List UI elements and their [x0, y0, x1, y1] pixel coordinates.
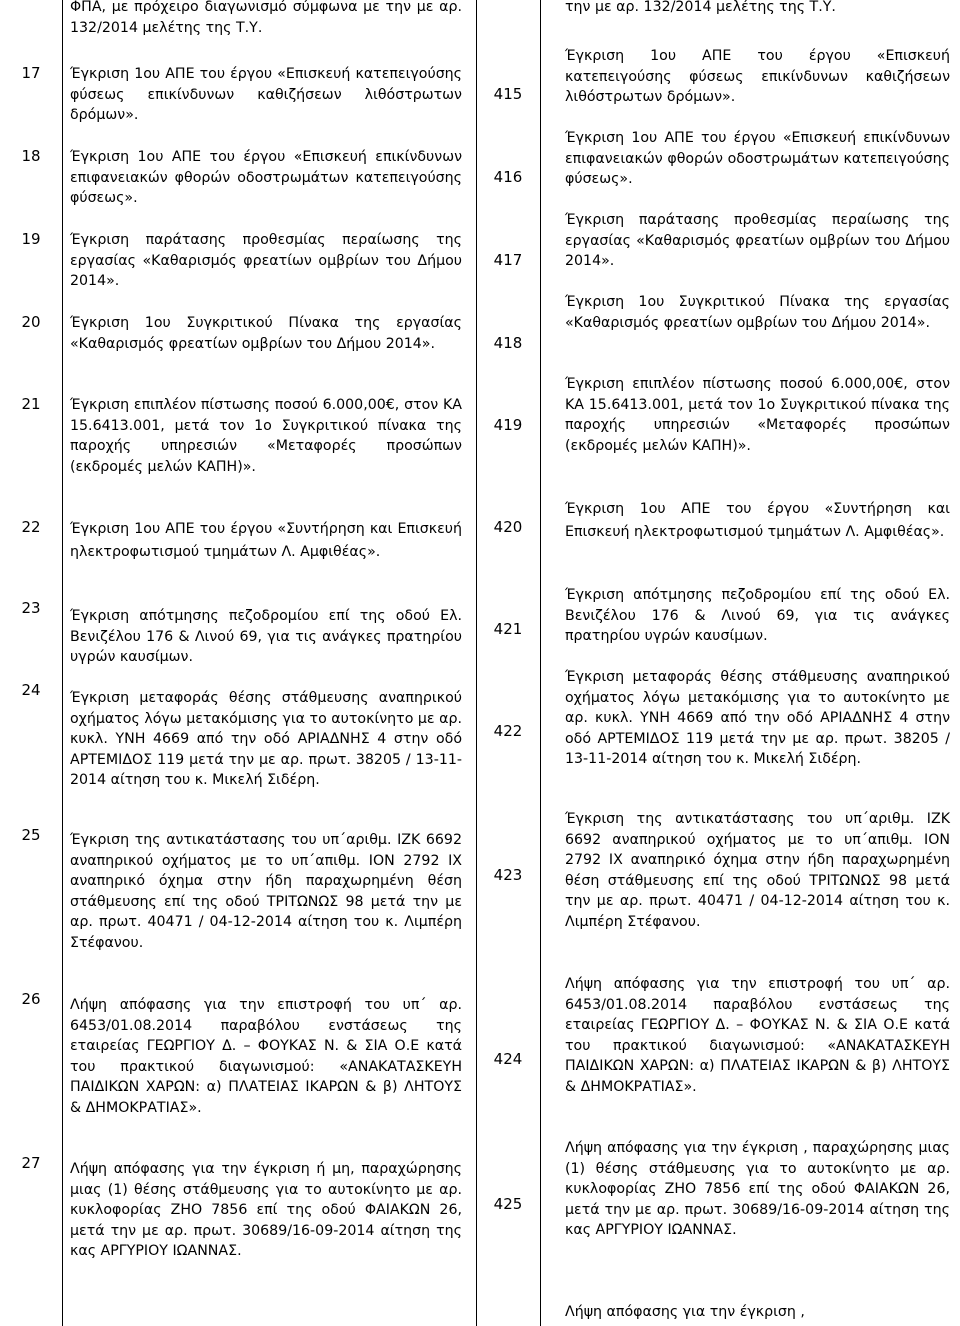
decision-text: Έγκριση επιπλέον πίστωσης ποσού 6.000,00€, στον ΚΑ 15.6413.001, μετά τον 1ο Συγκριτικού πίνακα της παροχής υπηρεσιών «Μεταφορές προσώπων (εκδρομές μελών ΚΑΠΗ)».: [565, 376, 950, 454]
column-divider-1: [62, 0, 63, 1326]
decision-text: Λήψη απόφασης για την έγκριση , παραχώρησης μιας (1) θέσης στάθμευσης για το αυτοκίνητο με αρ. κυκλοφορίας ΖΗΟ 7856 επί της οδού ΦΑΙΑΚΩΝ 26, μετά την με αρ. πρωτ. 30689/16-09-2014 αίτηση της κας ΑΡΓΥΡΙΟΥ ΙΩΑΝΝΑΣ.: [565, 1140, 950, 1238]
agenda-text: Έγκριση μεταφοράς θέσης στάθμευσης αναπηρικού οχήματος λόγω μετακόμισης για το αυτοκίνητο με αρ. κυκλ. ΥΝΗ 4669 από την οδό ΑΡΙΑΔΝΗΣ 4 στην οδό ΑΡΤΕΜΙΔΟΣ 119 μετά την με αρ. πρωτ. 38205 / 13-11-2014 αίτηση του κ. Μικελή Σιδέρη.: [70, 690, 462, 788]
protocol-number: 417: [493, 251, 523, 269]
protocol-number: 420: [493, 518, 523, 536]
protocol-number: 418: [493, 334, 523, 352]
agenda-text: Λήψη απόφασης για την έγκριση ή μη, παραχώρησης μιας (1) θέσης στάθμευσης για το αυτοκίνητο με αρ. κυκλοφορίας ΖΗΟ 7856 επί της οδού ΦΑΙΑΚΩΝ 26, μετά την με αρ. πρωτ. 30689/16-09-2014 αίτηση της κας ΑΡΓΥΡΙΟΥ ΙΩΑΝΝΑΣ.: [70, 1161, 462, 1259]
item-number: 20: [21, 313, 41, 331]
agenda-text: Έγκριση 1ου Συγκριτικού Πίνακα της εργασίας «Καθαρισμός φρεατίων ομβρίων του Δήμου 2014».: [70, 315, 462, 352]
agenda-text: Έγκριση επιπλέον πίστωσης ποσού 6.000,00€, στον ΚΑ 15.6413.001, μετά τον 1ο Συγκριτικού πίνακα της παροχής υπηρεσιών «Μεταφορές προσώπων (εκδρομές μελών ΚΑΠΗ)».: [70, 397, 462, 475]
item-number: 22: [21, 518, 41, 536]
item-number: 23: [21, 599, 41, 617]
protocol-number: 421: [493, 620, 523, 638]
item-number: 18: [21, 147, 41, 165]
agenda-text: Έγκριση της αντικατάστασης του υπ΄αριθμ. ΙΖΚ 6692 αναπηρικού οχήματος με το υπ΄απιθμ. ΙΟΝ 2792 ΙΧ αναπηρικό όχημα στην ήδη παραχωρημένη θέση στάθμευσης επί της οδού ΤΡΙΤΩΝΩΣ 98 μετά την με αρ. πρωτ. 40471 / 04-12-2014 αίτηση του κ. Λιμπέρη Στέφανου.: [70, 832, 462, 951]
decision-text: την με αρ. 132/2014 μελέτης της Τ.Υ.: [565, 0, 836, 15]
decision-text: Έγκριση 1ου Συγκριτικού Πίνακα της εργασίας «Καθαρισμός φρεατίων ομβρίων του Δήμου 2014».: [565, 294, 950, 331]
protocol-number: 415: [493, 85, 523, 103]
agenda-text: Έγκριση απότμησης πεζοδρομίου επί της οδού Ελ. Βενιζέλου 176 & Λινού 69, για τις ανάγκες πρατηρίου υγρών καυσίμων.: [70, 608, 462, 665]
protocol-number: 423: [493, 866, 523, 884]
item-number: 26: [21, 990, 41, 1008]
decision-text: Έγκριση της αντικατάστασης του υπ΄αριθμ. ΙΖΚ 6692 αναπηρικού οχήματος με το υπ΄απιθμ. ΙΟΝ 2792 ΙΧ αναπηρικό όχημα στην ήδη παραχωρημένη θέση στάθμευσης επί της οδού ΤΡΙΤΩΝΩΣ 98 μετά την με αρ. πρωτ. 40471 / 04-12-2014 αίτηση του κ. Λιμπέρη Στέφανου.: [565, 811, 950, 930]
item-number: 24: [21, 681, 41, 699]
item-number: 27: [21, 1154, 41, 1172]
protocol-number: 419: [493, 416, 523, 434]
item-number: 21: [21, 395, 41, 413]
agenda-text: Λήψη απόφασης για την επιστροφή του υπ΄ αρ. 6453/01.08.2014 παραβόλου ενστάσεως της εταιρείας ΓΕΩΡΓΙΟΥ Δ. – ΦΟΥΚΑΣ Ν. & ΣΙΑ Ο.Ε κατά του πρακτικού διαγωνισμού: «ΑΝΑΚΑΤΑΣΚΕΥΗ ΠΑΙΔΙΚΩΝ ΧΑΡΩΝ: α) ΠΛΑΤΕΙΑΣ ΙΚΑΡΩΝ & β) ΛΗΤΟΥΣ & ΔΗΜΟΚΡΑΤΙΑΣ».: [70, 997, 462, 1116]
decision-text: Έγκριση απότμησης πεζοδρομίου επί της οδού Ελ. Βενιζέλου 176 & Λινού 69, για τις ανάγκες πρατηρίου υγρών καυσίμων.: [565, 587, 950, 644]
decision-text: Έγκριση παράτασης προθεσμίας περαίωσης της εργασίας «Καθαρισμός φρεατίων ομβρίων του Δήμου 2014».: [565, 212, 950, 269]
item-number: 17: [21, 64, 41, 82]
agenda-text: ΦΠΑ, με πρόχειρο διαγωνισμό σύμφωνα με την με αρ. 132/2014 μελέτης της Τ.Υ.: [70, 0, 462, 36]
protocol-number: 425: [493, 1195, 523, 1213]
decision-text: Λήψη απόφασης για την έγκριση ,: [565, 1304, 805, 1320]
decision-text: Έγκριση 1ου ΑΠΕ του έργου «Επισκευή κατεπειγούσης φύσεως επικίνδυνων καθιζήσεων λιθόστρωτων δρόμων».: [565, 48, 950, 105]
agenda-text: Έγκριση 1ου ΑΠΕ του έργου «Επισκευή επικίνδυνων επιφανειακών φθορών οδοστρωμάτων κατεπειγούσης φύσεως».: [70, 149, 462, 206]
decision-text: Έγκριση 1ου ΑΠΕ του έργου «Επισκευή επικίνδυνων επιφανειακών φθορών οδοστρωμάτων κατεπειγούσης φύσεως».: [565, 130, 950, 187]
agenda-text: Έγκριση 1ου ΑΠΕ του έργου «Συντήρηση και Επισκευή ηλεκτροφωτισμού τμημάτων Λ. Αμφιθέας».: [70, 521, 462, 560]
agenda-text: Έγκριση 1ου ΑΠΕ του έργου «Επισκευή κατεπειγούσης φύσεως επικίνδυνων καθιζήσεων λιθόστρωτων δρόμων».: [70, 66, 462, 123]
protocol-number: 416: [493, 168, 523, 186]
decision-text: Έγκριση 1ου ΑΠΕ του έργου «Συντήρηση και Επισκευή ηλεκτροφωτισμού τμημάτων Λ. Αμφιθέας».: [565, 501, 950, 540]
item-number: 25: [21, 826, 41, 844]
agenda-text: Έγκριση παράτασης προθεσμίας περαίωσης της εργασίας «Καθαρισμός φρεατίων ομβρίων του Δήμου 2014».: [70, 232, 462, 289]
decision-text: Λήψη απόφασης για την επιστροφή του υπ΄ αρ. 6453/01.08.2014 παραβόλου ενστάσεως της εταιρείας ΓΕΩΡΓΙΟΥ Δ. – ΦΟΥΚΑΣ Ν. & ΣΙΑ Ο.Ε κατά του πρακτικού διαγωνισμού: «ΑΝΑΚΑΤΑΣΚΕΥΗ ΠΑΙΔΙΚΩΝ ΧΑΡΩΝ: α) ΠΛΑΤΕΙΑΣ ΙΚΑΡΩΝ & β) ΛΗΤΟΥΣ & ΔΗΜΟΚΡΑΤΙΑΣ».: [565, 976, 950, 1095]
protocol-number: 424: [493, 1050, 523, 1068]
column-divider-2: [476, 0, 477, 1326]
column-divider-3: [540, 0, 541, 1326]
decision-text: Έγκριση μεταφοράς θέσης στάθμευσης αναπηρικού οχήματος λόγω μετακόμισης για το αυτοκίνητο με αρ. κυκλ. ΥΝΗ 4669 από την οδό ΑΡΙΑΔΝΗΣ 4 στην οδό ΑΡΤΕΜΙΔΟΣ 119 μετά την με αρ. πρωτ. 38205 / 13-11-2014 αίτηση του κ. Μικελή Σιδέρη.: [565, 669, 950, 767]
protocol-number: 422: [493, 722, 523, 740]
item-number: 19: [21, 230, 41, 248]
